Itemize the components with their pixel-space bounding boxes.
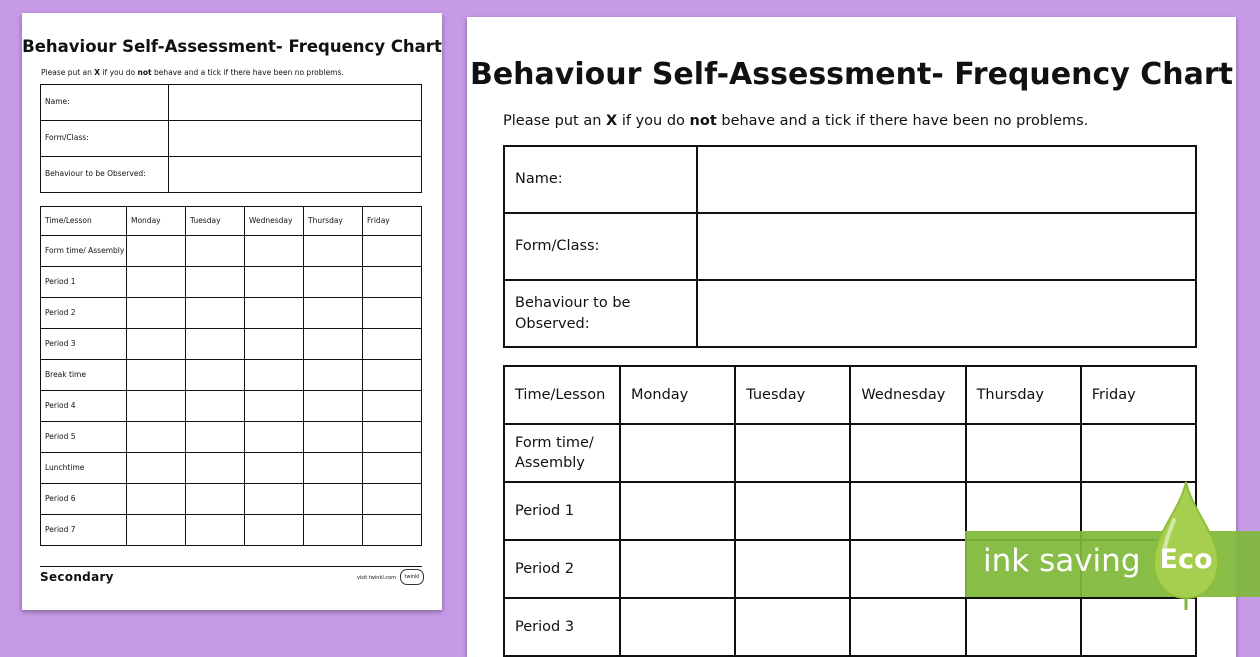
row-label: Form time/ Assembly: [504, 424, 620, 482]
tally-cell: [127, 360, 186, 391]
instruction-text: Please put an X if you do not behave and a tick if there have been no problems.: [503, 113, 1089, 129]
info-value-cell: [169, 85, 422, 121]
tally-cell: [245, 236, 304, 267]
info-label: Behaviour to be Observed:: [504, 280, 697, 347]
tally-cell: [363, 360, 422, 391]
tally-cell: [127, 329, 186, 360]
tally-cell: [850, 598, 965, 656]
column-header: Time/Lesson: [41, 207, 127, 236]
tally-cell: [363, 484, 422, 515]
tally-cell: [304, 422, 363, 453]
tally-cell: [620, 540, 735, 598]
tally-cell: [363, 453, 422, 484]
footer-site: visit twinkl.com: [356, 575, 396, 581]
tally-cell: [304, 484, 363, 515]
tally-cell: [127, 453, 186, 484]
frequency-table: [503, 365, 1197, 657]
row-label: Period 3: [504, 598, 620, 656]
table-row: [41, 298, 422, 329]
tally-cell: [186, 360, 245, 391]
tally-cell: [304, 360, 363, 391]
table-row: [41, 515, 422, 546]
twinkl-logo: twinkl: [400, 569, 424, 585]
row-label: Period 1: [41, 267, 127, 298]
tally-cell: [363, 515, 422, 546]
row-label: Break time: [41, 360, 127, 391]
tally-cell: [304, 453, 363, 484]
tally-cell: [186, 298, 245, 329]
table-row: [504, 424, 1196, 482]
tally-cell: [245, 267, 304, 298]
tally-cell: [735, 424, 850, 482]
row-label: Period 7: [41, 515, 127, 546]
info-value-cell: [697, 213, 1196, 280]
tally-cell: [127, 515, 186, 546]
tally-cell: [966, 598, 1081, 656]
tally-cell: [304, 515, 363, 546]
table-row: [504, 598, 1196, 656]
tally-cell: [186, 391, 245, 422]
tally-cell: [245, 391, 304, 422]
tally-cell: [186, 422, 245, 453]
tally-cell: [186, 484, 245, 515]
tally-cell: [245, 360, 304, 391]
ink-saving-label: ink saving: [983, 543, 1141, 579]
tally-cell: [363, 391, 422, 422]
tally-cell: [735, 598, 850, 656]
tally-cell: [735, 482, 850, 540]
tally-cell: [850, 482, 965, 540]
tally-cell: [127, 236, 186, 267]
tally-cell: [304, 329, 363, 360]
column-header: Wednesday: [245, 207, 304, 236]
tally-cell: [245, 484, 304, 515]
info-value-cell: [169, 121, 422, 157]
row-label: Period 1: [504, 482, 620, 540]
info-label: Name:: [41, 85, 169, 121]
column-header: Friday: [363, 207, 422, 236]
column-header: Thursday: [966, 366, 1081, 424]
footer-divider: [40, 566, 422, 567]
row-label: Period 3: [41, 329, 127, 360]
tally-cell: [1081, 424, 1196, 482]
table-row: [41, 360, 422, 391]
column-header: Tuesday: [735, 366, 850, 424]
tally-cell: [620, 598, 735, 656]
table-row: [41, 422, 422, 453]
row-label: Form time/ Assembly: [41, 236, 127, 267]
tally-cell: [186, 267, 245, 298]
tally-cell: [735, 540, 850, 598]
tally-cell: [363, 298, 422, 329]
tally-cell: [127, 422, 186, 453]
info-label: Behaviour to be Observed:: [41, 157, 169, 193]
footer-label: Secondary: [40, 570, 114, 584]
table-row: [41, 267, 422, 298]
tally-cell: [245, 329, 304, 360]
tally-cell: [186, 453, 245, 484]
column-header: Wednesday: [850, 366, 965, 424]
table-row: [41, 236, 422, 267]
tally-cell: [186, 515, 245, 546]
table-row: [41, 453, 422, 484]
worksheet-title: Behaviour Self-Assessment- Frequency Chart: [469, 57, 1234, 92]
tally-cell: [850, 540, 965, 598]
tally-cell: [127, 298, 186, 329]
column-header: Time/Lesson: [504, 366, 620, 424]
column-header: Friday: [1081, 366, 1196, 424]
eco-label: Eco: [1159, 544, 1213, 575]
row-label: Period 2: [504, 540, 620, 598]
tally-cell: [620, 424, 735, 482]
row-label: Lunchtime: [41, 453, 127, 484]
tally-cell: [304, 298, 363, 329]
info-value-cell: [169, 157, 422, 193]
row-label: Period 5: [41, 422, 127, 453]
info-table: [503, 145, 1197, 348]
tally-cell: [966, 424, 1081, 482]
tally-cell: [186, 329, 245, 360]
tally-cell: [304, 391, 363, 422]
tally-cell: [245, 422, 304, 453]
worksheet-thumbnail: [22, 13, 442, 610]
table-row: [41, 329, 422, 360]
table-row: [41, 391, 422, 422]
tally-cell: [304, 236, 363, 267]
tally-cell: [127, 267, 186, 298]
tally-cell: [363, 236, 422, 267]
eco-drop-icon: [1150, 480, 1222, 610]
info-label: Form/Class:: [41, 121, 169, 157]
frequency-table: [40, 206, 422, 546]
tally-cell: [127, 391, 186, 422]
tally-cell: [245, 515, 304, 546]
table-row: [41, 484, 422, 515]
info-label: Name:: [504, 146, 697, 213]
tally-cell: [363, 422, 422, 453]
row-label: Period 6: [41, 484, 127, 515]
tally-cell: [363, 329, 422, 360]
column-header: Thursday: [304, 207, 363, 236]
tally-cell: [304, 267, 363, 298]
info-table: [40, 84, 422, 193]
column-header: Monday: [620, 366, 735, 424]
tally-cell: [850, 424, 965, 482]
tally-cell: [620, 482, 735, 540]
column-header: Tuesday: [186, 207, 245, 236]
row-label: Period 4: [41, 391, 127, 422]
info-value-cell: [697, 280, 1196, 347]
tally-cell: [127, 484, 186, 515]
row-label: Period 2: [41, 298, 127, 329]
tally-cell: [363, 267, 422, 298]
info-label: Form/Class:: [504, 213, 697, 280]
tally-cell: [245, 298, 304, 329]
column-header: Monday: [127, 207, 186, 236]
info-value-cell: [697, 146, 1196, 213]
tally-cell: [186, 236, 245, 267]
tally-cell: [245, 453, 304, 484]
instruction-text: Please put an X if you do not behave and a tick if there have been no problems.: [41, 68, 344, 77]
worksheet-title: Behaviour Self-Assessment- Frequency Chart: [22, 37, 442, 56]
